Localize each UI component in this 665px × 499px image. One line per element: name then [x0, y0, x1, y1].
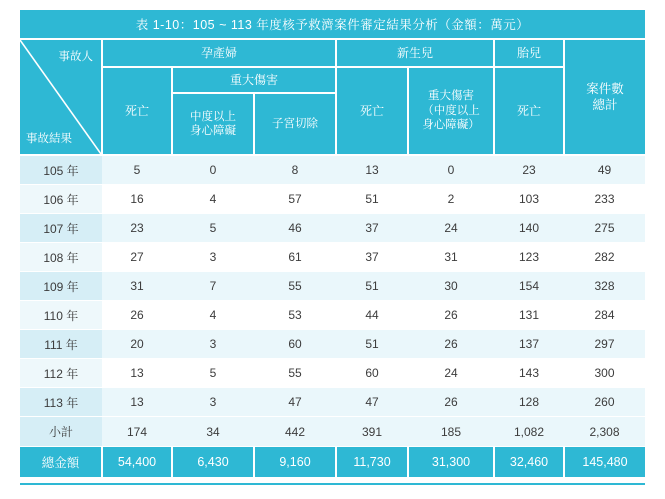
- bottom-rule: [20, 483, 645, 485]
- cell-fetus-death: 140: [494, 214, 564, 243]
- col-header-disability-line2: 身心障礙: [190, 125, 236, 137]
- cell-fetus-death: 137: [494, 330, 564, 359]
- grand-total-row: [20, 447, 645, 478]
- cell-newborn-major: 24: [408, 359, 494, 388]
- table-row: [20, 185, 645, 214]
- group-header-maternal: 孕產婦: [102, 39, 336, 67]
- cell-maternal-death: 16: [102, 185, 172, 214]
- cell-newborn-death: 51: [336, 330, 408, 359]
- corner-label-bottom: 事故結果: [26, 133, 72, 145]
- corner-label-top: 事故人: [58, 51, 93, 63]
- cell-maternal-disability: 5: [172, 359, 254, 388]
- grand-total-fetus-death: 32,460: [494, 447, 564, 478]
- cell-row-total: 49: [564, 155, 645, 185]
- cell-newborn-major: 26: [408, 388, 494, 417]
- col-header-fetus-death: 死亡: [494, 67, 564, 155]
- cell-newborn-major: 26: [408, 301, 494, 330]
- cell-fetus-death: 23: [494, 155, 564, 185]
- grand-total-label: 總金額: [20, 447, 102, 478]
- cell-newborn-death: 51: [336, 185, 408, 214]
- cell-row-total: 300: [564, 359, 645, 388]
- col-header-disability: [172, 93, 254, 155]
- cell-newborn-major: 31: [408, 243, 494, 272]
- table-container: [20, 10, 645, 477]
- cell-maternal-hysterectomy: 47: [254, 388, 336, 417]
- cell-fetus-death: 123: [494, 243, 564, 272]
- subtotal-label: 小計: [20, 417, 102, 447]
- cell-maternal-hysterectomy: 57: [254, 185, 336, 214]
- cell-newborn-major: 24: [408, 214, 494, 243]
- cell-newborn-death: 51: [336, 272, 408, 301]
- group-header-fetus: 胎兒: [494, 39, 564, 67]
- analysis-table: [20, 10, 645, 477]
- cell-newborn-major: 30: [408, 272, 494, 301]
- cell-newborn-death: 44: [336, 301, 408, 330]
- cell-maternal-death: 26: [102, 301, 172, 330]
- cell-row-total: 284: [564, 301, 645, 330]
- cell-maternal-disability: 7: [172, 272, 254, 301]
- grand-total-newborn-death: 11,730: [336, 447, 408, 478]
- cell-fetus-death: 143: [494, 359, 564, 388]
- col-header-newborn-major-line1: 重大傷害: [428, 90, 474, 103]
- cell-maternal-death: 23: [102, 214, 172, 243]
- cell-maternal-death: 20: [102, 330, 172, 359]
- cell-maternal-hysterectomy: 55: [254, 359, 336, 388]
- cell-row-total: 260: [564, 388, 645, 417]
- cell-newborn-death: 13: [336, 155, 408, 185]
- col-header-newborn-death: 死亡: [336, 67, 408, 155]
- col-header-disability-line1: 中度以上: [190, 110, 236, 123]
- table-row: [20, 301, 645, 330]
- cell-maternal-hysterectomy: 8: [254, 155, 336, 185]
- subtotal-maternal-death: 174: [102, 417, 172, 447]
- table-row: [20, 214, 645, 243]
- cell-maternal-death: 31: [102, 272, 172, 301]
- cell-maternal-disability: 4: [172, 301, 254, 330]
- col-header-maternal-death: 死亡: [102, 67, 172, 155]
- grand-total-total: 145,480: [564, 447, 645, 478]
- total-column-header-line1: 案件數: [586, 81, 624, 96]
- cell-maternal-death: 27: [102, 243, 172, 272]
- row-label: 113 年: [20, 388, 102, 417]
- cell-maternal-hysterectomy: 55: [254, 272, 336, 301]
- table-title: 表 1-10：105 ~ 113 年度核予救濟案件審定結果分析（金額：萬元）: [20, 10, 645, 39]
- table-row: [20, 330, 645, 359]
- cell-maternal-disability: 3: [172, 243, 254, 272]
- subtotal-newborn-death: 391: [336, 417, 408, 447]
- col-header-newborn-major: [408, 67, 494, 155]
- row-label: 106 年: [20, 185, 102, 214]
- cell-maternal-death: 13: [102, 388, 172, 417]
- subtotal-total: 2,308: [564, 417, 645, 447]
- table-row: [20, 243, 645, 272]
- row-label: 107 年: [20, 214, 102, 243]
- cell-row-total: 282: [564, 243, 645, 272]
- row-label: 105 年: [20, 155, 102, 185]
- subtotal-maternal-disability: 34: [172, 417, 254, 447]
- cell-row-total: 275: [564, 214, 645, 243]
- col-header-newborn-major-line3: 身心障礙）: [422, 119, 480, 132]
- cell-maternal-death: 5: [102, 155, 172, 185]
- grand-total-newborn-major: 31,300: [408, 447, 494, 478]
- table-row: [20, 272, 645, 301]
- col-header-major-injury: 重大傷害: [172, 67, 336, 93]
- cell-maternal-death: 13: [102, 359, 172, 388]
- cell-maternal-hysterectomy: 46: [254, 214, 336, 243]
- cell-row-total: 328: [564, 272, 645, 301]
- cell-maternal-disability: 5: [172, 214, 254, 243]
- grand-total-maternal-death: 54,400: [102, 447, 172, 478]
- cell-maternal-disability: 3: [172, 330, 254, 359]
- subtotal-row: [20, 417, 645, 447]
- col-header-hysterectomy: 子宮切除: [254, 93, 336, 155]
- cell-newborn-major: 26: [408, 330, 494, 359]
- cell-newborn-death: 37: [336, 243, 408, 272]
- cell-newborn-death: 37: [336, 214, 408, 243]
- cell-maternal-hysterectomy: 53: [254, 301, 336, 330]
- cell-maternal-disability: 3: [172, 388, 254, 417]
- table-row: [20, 359, 645, 388]
- cell-newborn-death: 47: [336, 388, 408, 417]
- table-row: [20, 388, 645, 417]
- cell-fetus-death: 131: [494, 301, 564, 330]
- cell-row-total: 233: [564, 185, 645, 214]
- row-label: 111 年: [20, 330, 102, 359]
- total-column-header-line2: 總計: [592, 98, 618, 112]
- total-column-header: [564, 39, 645, 155]
- row-label: 110 年: [20, 301, 102, 330]
- group-header-newborn: 新生兒: [336, 39, 494, 67]
- cell-row-total: 297: [564, 330, 645, 359]
- cell-fetus-death: 154: [494, 272, 564, 301]
- corner-header: [20, 39, 102, 155]
- cell-maternal-disability: 4: [172, 185, 254, 214]
- cell-newborn-death: 60: [336, 359, 408, 388]
- cell-fetus-death: 103: [494, 185, 564, 214]
- cell-newborn-major: 2: [408, 185, 494, 214]
- row-label: 112 年: [20, 359, 102, 388]
- cell-maternal-disability: 0: [172, 155, 254, 185]
- cell-newborn-major: 0: [408, 155, 494, 185]
- grand-total-maternal-hysterectomy: 9,160: [254, 447, 336, 478]
- grand-total-maternal-disability: 6,430: [172, 447, 254, 478]
- row-label: 108 年: [20, 243, 102, 272]
- cell-fetus-death: 128: [494, 388, 564, 417]
- row-label: 109 年: [20, 272, 102, 301]
- col-header-newborn-major-line2: （中度以上: [422, 104, 480, 117]
- cell-maternal-hysterectomy: 61: [254, 243, 336, 272]
- subtotal-maternal-hysterectomy: 442: [254, 417, 336, 447]
- subtotal-newborn-major: 185: [408, 417, 494, 447]
- table-row: [20, 155, 645, 185]
- subtotal-fetus-death: 1,082: [494, 417, 564, 447]
- cell-maternal-hysterectomy: 60: [254, 330, 336, 359]
